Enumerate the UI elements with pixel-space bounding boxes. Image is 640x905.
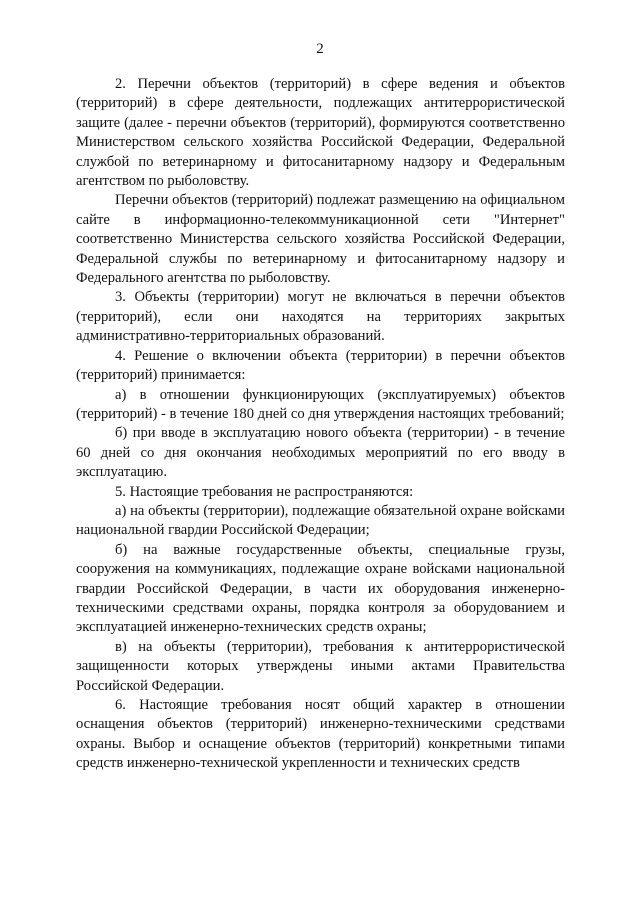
paragraph-5a: а) на объекты (территории), подлежащие обязательной охране войсками национальной гвардии Российской Федерации;: [76, 502, 565, 539]
paragraph-4a: а) в отношении функционирующих (эксплуатируемых) объектов (территорий) - в течение 180 дней со дня утверждения настоящих требований;: [76, 386, 565, 422]
document-body: [76, 75, 565, 774]
paragraph-6: 6. Настоящие требования носят общий характер в отношении оснащения объектов (территорий) инженерно-техническими средствами охраны. Выбор и оснащение объектов (территорий) конкретными типами средств инженерно-технической укрепленности и технических средств: [76, 697, 565, 772]
page-number: 2: [316, 41, 324, 57]
paragraph-2: 2. Перечни объектов (территорий) в сфере ведения и объектов (территорий) в сфере деятельности, подлежащих антитеррористической защите (далее - перечни объектов (территорий), формируются соответственно Министерством сельского хозяйства Российской Федерации, Федеральной службой по ветеринарному и фитосанитарному надзору и Федеральным агентством по рыболовству.: [76, 76, 565, 190]
paragraph-5: 5. Настоящие требования не распространяются:: [115, 483, 414, 500]
paragraph-3: 3. Объекты (территории) могут не включаться в перечни объектов (территорий), если они находятся на территориях закрытых административно-территориальных образований.: [76, 289, 565, 345]
paragraph-4: 4. Решение о включении объекта (территории) в перечни объектов (территорий) принимается:: [76, 347, 565, 384]
paragraph-lists-publication: Перечни объектов (территорий) подлежат размещению на официальном сайте в информационно-телекоммуникационной сети "Интернет" соответственно Министерства сельского хозяйства Российской Федерации, Федеральной службы по ветеринарному и фитосанитарному надзору и Федерального агентства по рыболовству.: [76, 192, 565, 287]
paragraph-4b: б) при вводе в эксплуатацию нового объекта (территории) - в течение 60 дней со дня окончания необходимых мероприятий по его вводу в эксплуатацию.: [76, 425, 565, 481]
paragraph-5c: в) на объекты (территории), требования к антитеррористической защищенности которых утверждены иными актами Правительства Российской Федерации.: [76, 638, 565, 694]
paragraph-5b: б) на важные государственные объекты, специальные грузы, сооружения на коммуникациях, подлежащие охране войсками национальной гвардии Российской Федерации, в части их оборудования инженерно-техническими средствами охраны, порядка контроля за оборудованием и эксплуатацией инженерно-технических средств охраны;: [76, 541, 565, 636]
